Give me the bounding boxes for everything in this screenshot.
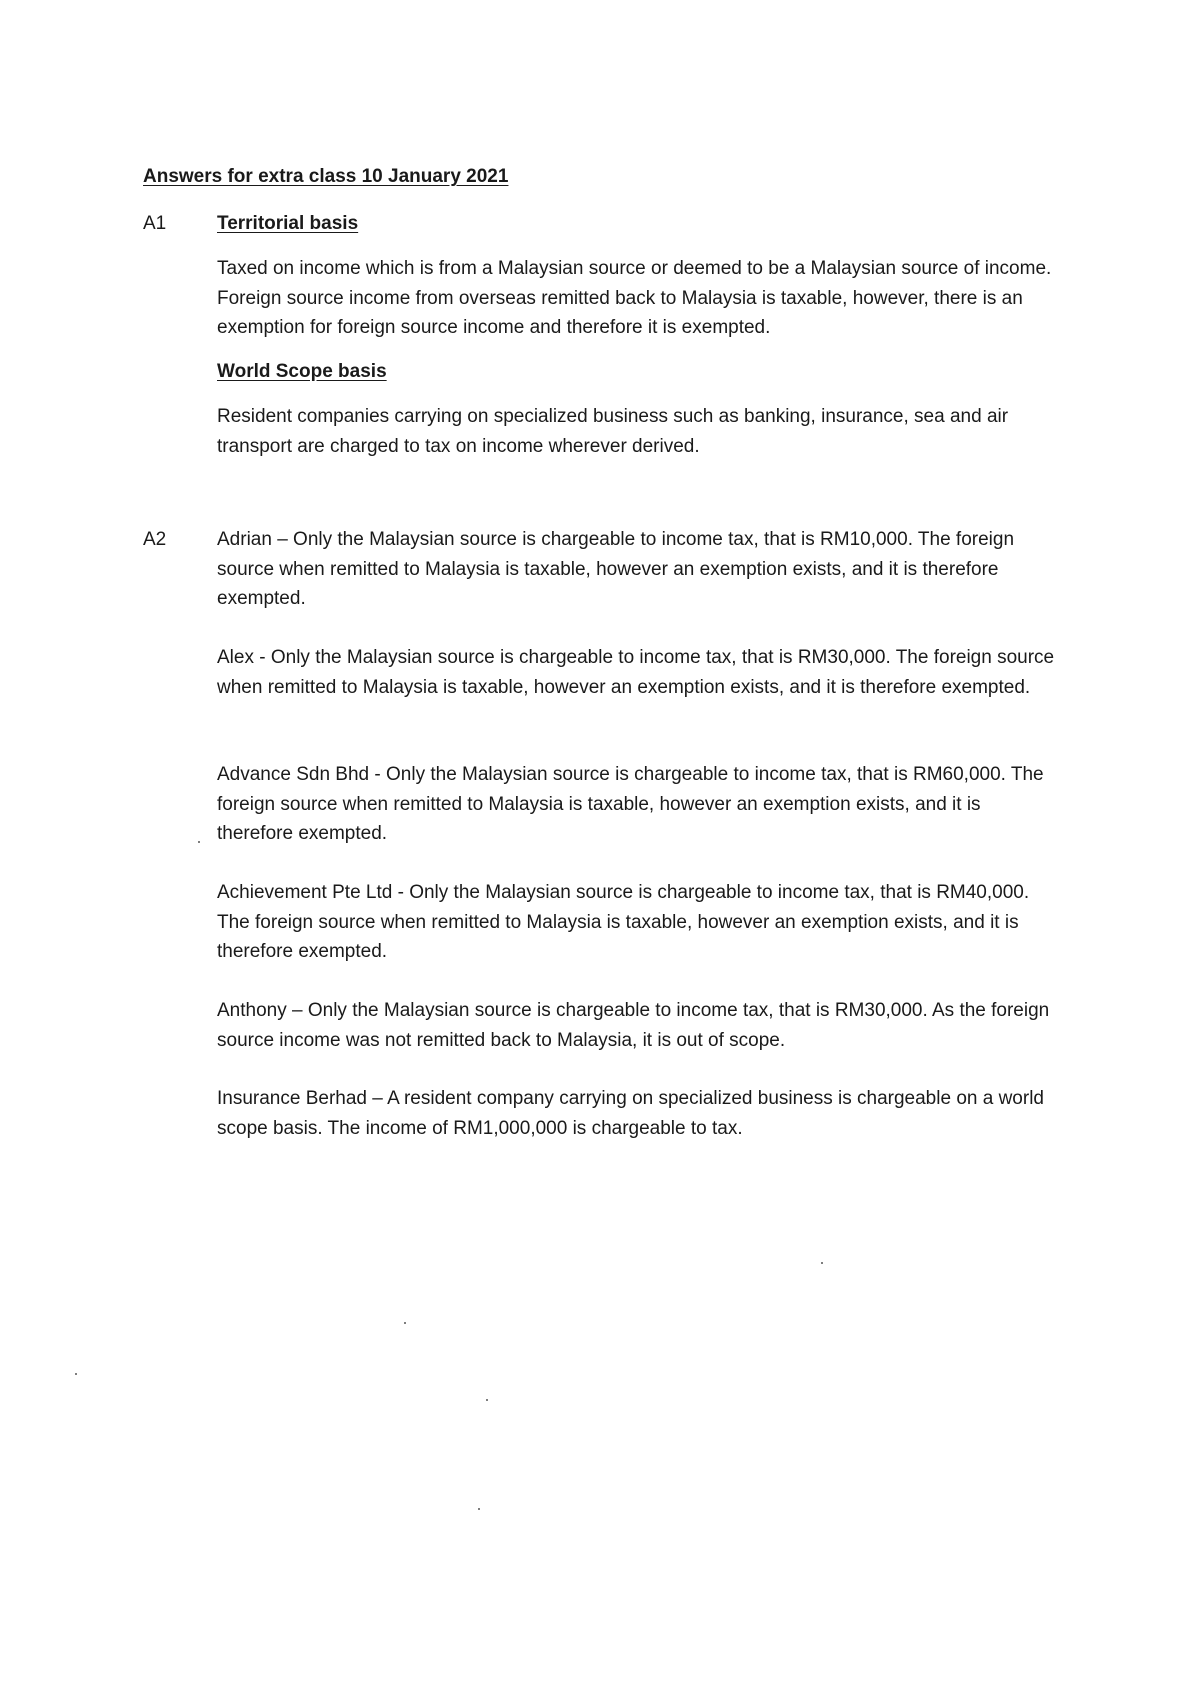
scan-speck — [198, 841, 200, 843]
answer-paragraph-achievement-pte-ltd: Achievement Pte Ltd - Only the Malaysian source is chargeable to income tax, that is RM40,000. The foreign source when remitted to Malaysia is taxable, however an exemption exists, and it is therefore exempted. — [217, 882, 1030, 962]
answer-label-a2: A2 — [143, 529, 167, 550]
world-scope-basis-text: Resident companies carrying on specialized business such as banking, insurance, sea and air transport are charged to tax on income wherever derived. — [217, 406, 1009, 457]
answer-paragraph-alex: Alex - Only the Malaysian source is chargeable to income tax, that is RM30,000. The foreign source when remitted to Malaysia is taxable, however an exemption exists, and it is therefore exempted. — [217, 647, 1055, 698]
scan-speck — [486, 1399, 488, 1401]
territorial-basis-text: Taxed on income which is from a Malaysian source or deemed to be a Malaysian source of income. Foreign source income from overseas remitted back to Malaysia is taxable, however, there is an exemption for foreign source income and therefore it is exempted. — [217, 258, 1052, 338]
scan-speck — [404, 1322, 406, 1324]
answer-paragraph-insurance-berhad: Insurance Berhad – A resident company carrying on specialized business is chargeable on a world scope basis. The income of RM1,000,000 is chargeable to tax. — [217, 1088, 1044, 1139]
world-scope-basis-heading: World Scope basis — [217, 361, 387, 382]
scan-speck — [821, 1262, 823, 1264]
territorial-basis-heading: Territorial basis — [217, 213, 359, 234]
answer-paragraph-advance-sdn-bhd: Advance Sdn Bhd - Only the Malaysian source is chargeable to income tax, that is RM60,000. The foreign source when remitted to Malaysia is taxable, however an exemption exists, and it is therefore exempted. — [217, 764, 1044, 844]
answer-label-a1: A1 — [143, 213, 167, 234]
scan-speck — [75, 1373, 77, 1375]
scan-speck — [478, 1508, 480, 1510]
document-title: Answers for extra class 10 January 2021 — [143, 166, 509, 187]
answer-paragraph-anthony: Anthony – Only the Malaysian source is chargeable to income tax, that is RM30,000. As the foreign source income was not remitted back to Malaysia, it is out of scope. — [217, 1000, 1050, 1051]
answer-paragraph-adrian: Adrian – Only the Malaysian source is chargeable to income tax, that is RM10,000. The foreign source when remitted to Malaysia is taxable, however an exemption exists, and it is therefore exempted. — [217, 529, 1015, 609]
